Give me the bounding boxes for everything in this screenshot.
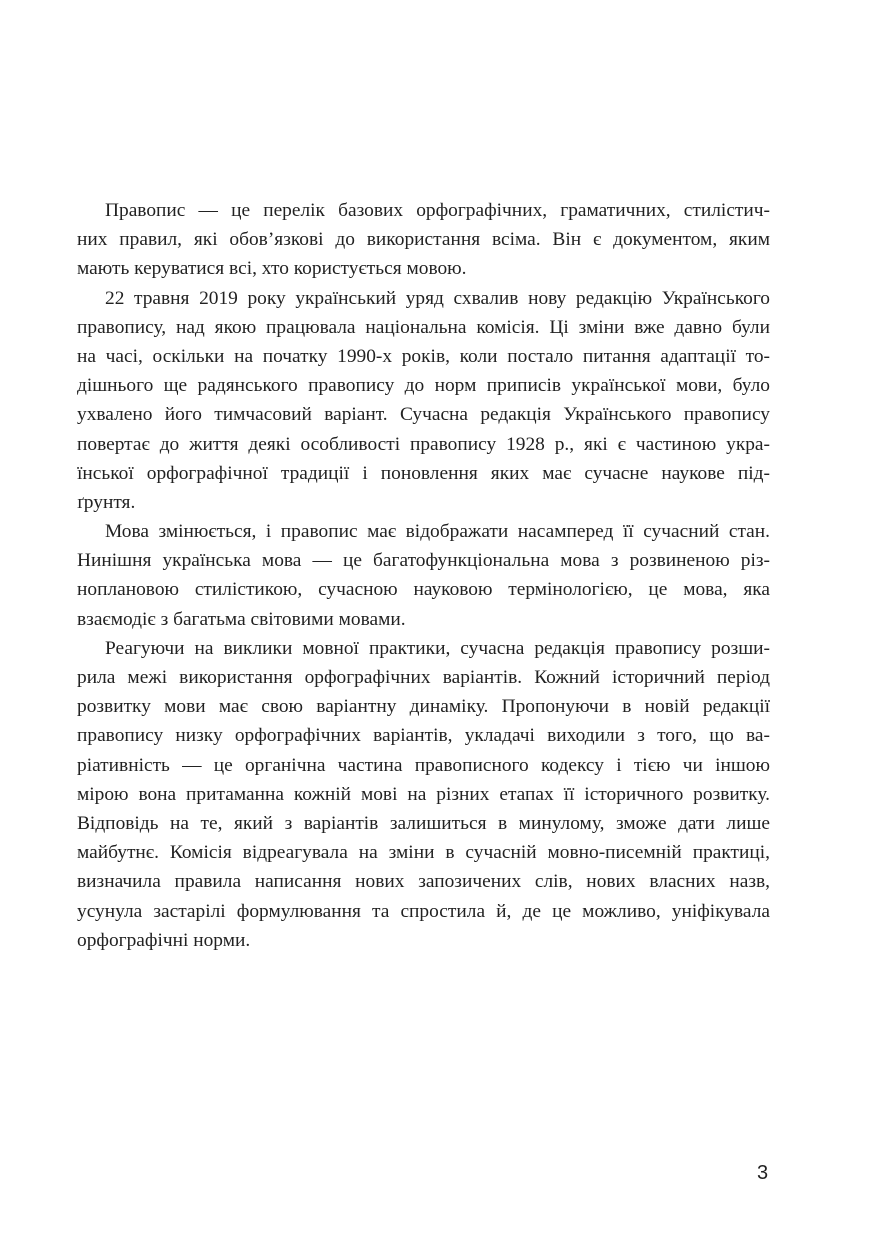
body-text [77,196,770,955]
text-line: них правил, які обов’язкові до використання всіма. Він є документом, яким [77,229,770,251]
text-line: ноплановою стилістикою, сучасною науковою термінологією, це мова, яка [77,579,770,601]
text-line: на часі, оскільки на початку 1990-х років, коли постало питання адаптації то- [77,345,770,367]
page-number: 3 [757,1162,769,1184]
text-line: Правопис — це перелік базових орфографічних, граматичних, стилістич- [105,200,770,221]
text-line: майбутнє. Комісія відреагувала на зміни в сучасній мовно-писемній практиці, [77,842,770,864]
text-line: мірою вона притаманна кожній мові на різних етапах її історичного розвитку. [77,783,770,805]
text-line: взаємодіє з багатьма світовими мовами. [77,608,406,630]
text-line: ґрунтя. [77,491,136,513]
text-line: їнської орфографічної традиції і поновлення яких має сучасне наукове під- [77,462,770,484]
text-line: ріативність — це органічна частина правописного кодексу і тією чи іншою [77,754,770,776]
text-line: рила межі використання орфографічних варіантів. Кожний історичний період [77,667,770,688]
paragraph-2 [77,284,770,518]
text-line: ухвалено його тимчасовий варіант. Сучасна редакція Українського правопису [77,404,770,426]
text-line: повертає до життя деякі особливості правопису 1928 р., які є частиною укра- [77,433,770,455]
text-line: Нинішня українська мова — це багатофункціональна мова з розвиненою різ- [77,550,770,572]
text-line: орфографічні норми. [77,929,251,951]
text-line: Реагуючи на виклики мовної практики, сучасна редакція правопису розши- [105,637,770,659]
text-line: визначила правила написання нових запозичених слів, нових власних назв, [77,871,770,893]
text-line: усунула застарілі формулювання та спростила й, де це можливо, уніфікувала [77,900,770,922]
text-line: правопису, над якою працювала національна комісія. Ці зміни вже давно були [77,316,770,338]
text-line: розвитку мови має свою варіантну динаміку. Пропонуючи в новій редакції [77,696,770,718]
text-line: мають керуватися всі, хто користується мовою. [77,258,467,280]
paragraph-3 [77,517,770,634]
text-line: Мова змінюється, і правопис має відображати насамперед її сучасний стан. [105,521,770,543]
text-line: правопису низку орфографічних варіантів, укладачі виходили з того, що ва- [77,725,770,747]
paragraph-4 [77,634,770,955]
text-line: Відповідь на те, який з варіантів залишиться в минулому, зможе дати лише [77,812,770,834]
paragraph-1 [77,196,770,284]
text-line: дішнього ще радянського правопису до норм приписів української мови, було [77,375,770,397]
text-line: 22 травня 2019 року український уряд схвалив нову редакцію Українського [105,287,770,309]
